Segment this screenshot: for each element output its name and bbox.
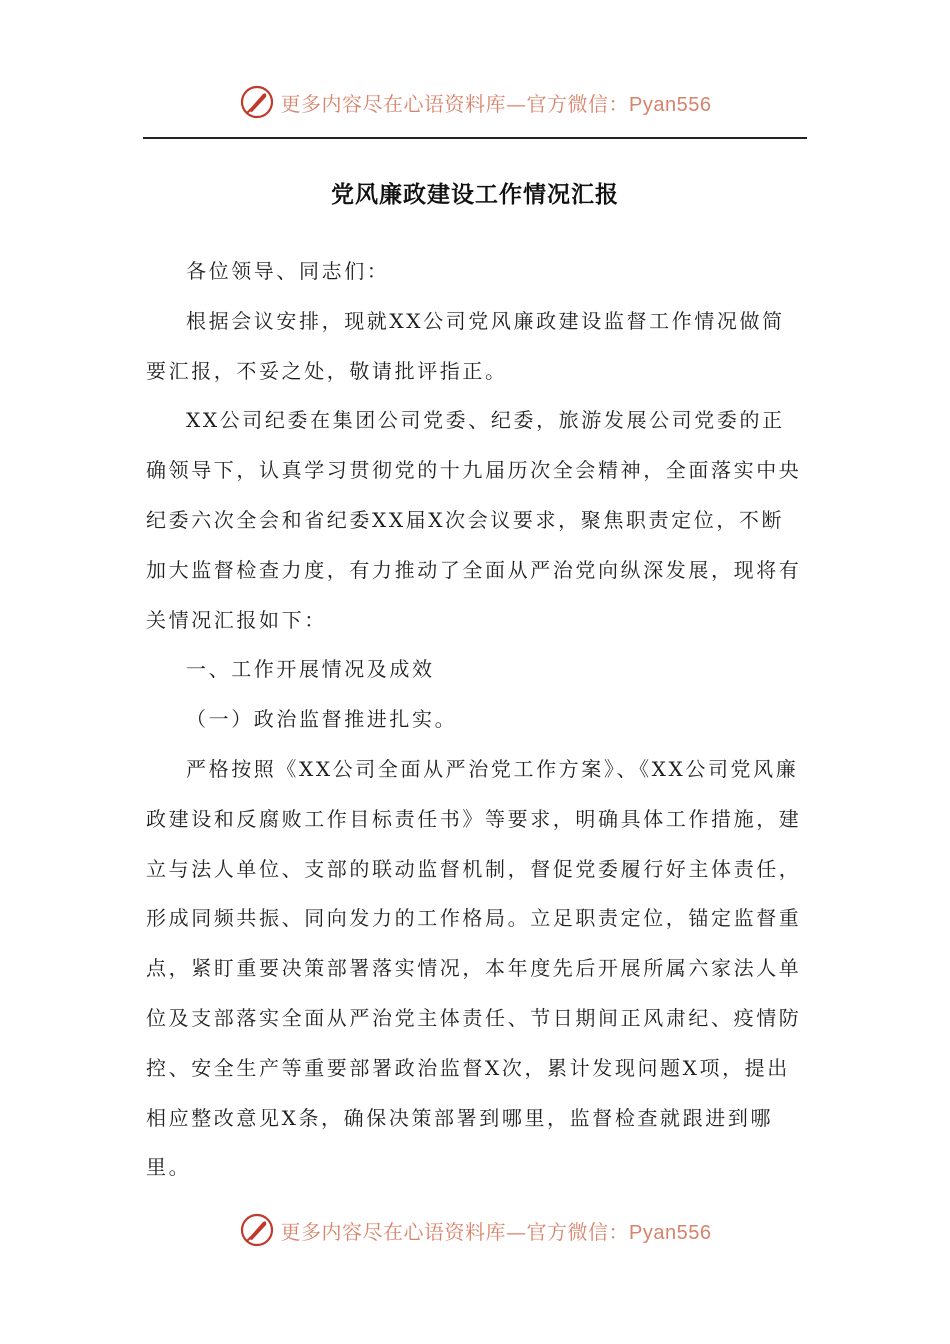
quill-logo-icon — [239, 1212, 275, 1248]
header-watermark-banner — [0, 77, 950, 127]
header-divider — [143, 137, 807, 139]
intro-paragraph: 根据会议安排，现就XX公司党风廉政建设监督工作情况做简要汇报，不妥之处，敬请批评指正。 — [146, 308, 785, 383]
overview-paragraph: XX公司纪委在集团公司党委、纪委，旅游发展公司党委的正确领导下，认真学习贯彻党的十九届历次全会精神，全面落实中央纪委六次全会和省纪委XX届X次会议要求，聚焦职责定位，不断加大监督检查力度，有力推动了全面从严治党向纵深发展，现将有关情况汇报如下： — [146, 408, 802, 632]
section-heading: 一、工作开展情况及成效 — [186, 657, 435, 682]
document-title: 党风廉政建设工作情况汇报 — [331, 181, 619, 208]
quill-logo-icon — [239, 84, 275, 120]
subsection-heading: （一）政治监督推进扎实。 — [186, 707, 458, 732]
content-paragraph: 严格按照《XX公司全面从严治党工作方案》、《XX公司党风廉政建设和反腐败工作目标责任书》等要求，明确具体工作措施，建立与法人单位、支部的联动监督机制，督促党委履行好主体责任，形成同频共振、同向发力的工作格局。立足职责定位，锚定监督重点，紧盯重要决策部署落实情况，本年度先后开展所属六家法人单位及支部落实全面从严治党主体责任、节日期间正风肃纪、疫情防控、安全生产等重要部署政治监督X次，累计发现问题X项，提出相应整改意见X条，确保决策部署到哪里，监督检查就跟进到哪里。 — [146, 756, 802, 1180]
salutation-paragraph: 各位领导、同志们： — [186, 259, 390, 283]
footer-watermark-banner — [0, 1205, 950, 1255]
watermark-text: 更多内容尽在心语资料库—官方微信：Pyan556 — [280, 1219, 712, 1244]
watermark-text: 更多内容尽在心语资料库—官方微信：Pyan556 — [280, 91, 712, 116]
document-body — [146, 247, 806, 1193]
